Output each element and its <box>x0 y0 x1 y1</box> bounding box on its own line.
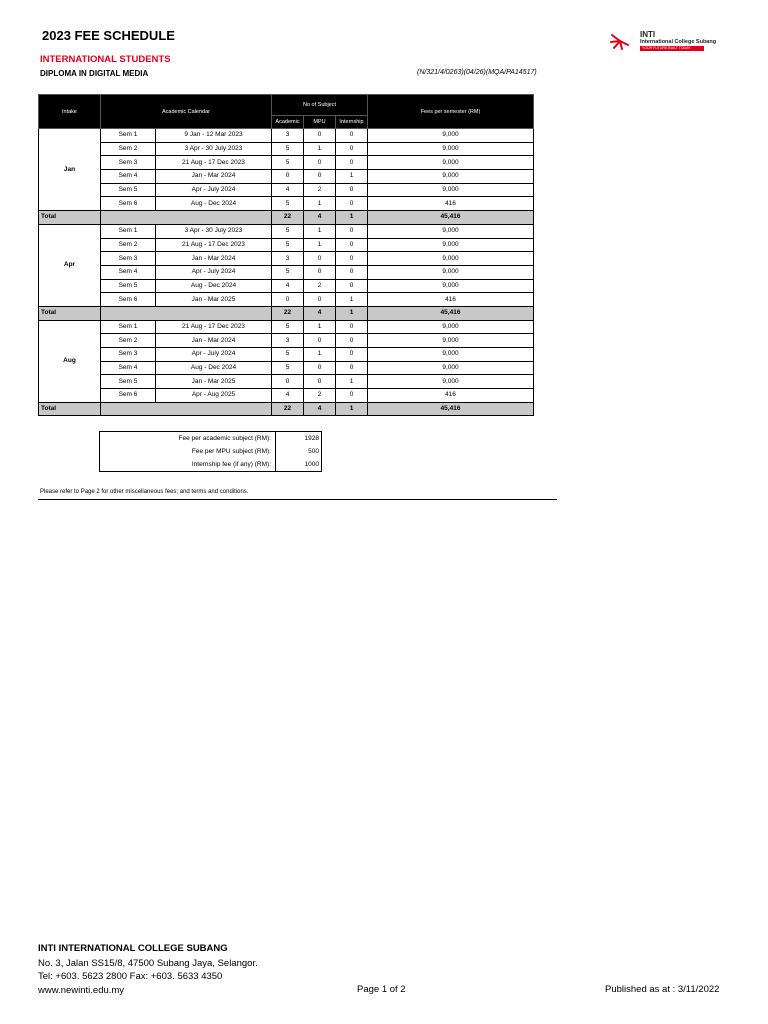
internship-count-cell: 0 <box>336 224 368 238</box>
header-intake: Intake <box>39 95 101 129</box>
academic-count-cell: 5 <box>272 238 304 252</box>
total-internship: 1 <box>336 402 368 416</box>
period-cell: Aug - Dec 2024 <box>156 197 272 211</box>
period-cell: Jan - Mar 2024 <box>156 334 272 348</box>
fee-cell: 9,000 <box>368 183 534 197</box>
rate-value: 1000 <box>276 458 322 472</box>
internship-count-cell: 0 <box>336 265 368 279</box>
table-row <box>39 320 534 334</box>
mpu-count-cell: 1 <box>304 348 336 362</box>
fee-cell: 9,000 <box>368 252 534 266</box>
rate-label: Internship fee (if any) (RM): <box>191 461 271 468</box>
table-row <box>39 183 534 197</box>
internship-count-cell: 0 <box>336 156 368 170</box>
divider <box>38 499 557 500</box>
internship-count-cell: 0 <box>336 361 368 375</box>
logo-tagline: YOUR FUTURE BUILT TODAY <box>640 46 704 51</box>
mpu-count-cell: 0 <box>304 252 336 266</box>
period-cell: Aug - Dec 2024 <box>156 279 272 293</box>
fee-cell: 9,000 <box>368 320 534 334</box>
header-fees: Fees per semester (RM) <box>368 95 534 129</box>
internship-count-cell: 0 <box>336 252 368 266</box>
fee-cell: 9,000 <box>368 224 534 238</box>
academic-count-cell: 5 <box>272 348 304 362</box>
period-cell: Jan - Mar 2024 <box>156 170 272 184</box>
mpu-count-cell: 2 <box>304 389 336 403</box>
fee-cell: 9,000 <box>368 142 534 156</box>
total-spacer <box>101 402 272 416</box>
total-fee: 45,416 <box>368 306 534 320</box>
header-no-of-subject: No of Subject <box>272 95 368 116</box>
footer-phone: Tel: +603. 5623 2800 Fax: +603. 5633 4350 <box>38 971 223 982</box>
table-row <box>39 389 534 403</box>
semester-cell: Sem 2 <box>101 142 156 156</box>
internship-count-cell: 1 <box>336 375 368 389</box>
semester-cell: Sem 3 <box>101 252 156 266</box>
academic-count-cell: 5 <box>272 361 304 375</box>
table-row <box>39 170 534 184</box>
table-row <box>39 142 534 156</box>
rate-value: 500 <box>276 445 322 458</box>
total-label: Total <box>39 306 101 320</box>
rate-value: 1928 <box>276 432 322 446</box>
mpu-count-cell: 0 <box>304 129 336 143</box>
total-row <box>39 306 534 320</box>
fee-cell: 9,000 <box>368 334 534 348</box>
internship-count-cell: 0 <box>336 183 368 197</box>
period-cell: Apr - July 2024 <box>156 348 272 362</box>
period-cell: 21 Aug - 17 Dec 2023 <box>156 320 272 334</box>
intake-cell: Aug <box>39 320 101 402</box>
period-cell: 21 Aug - 17 Dec 2023 <box>156 238 272 252</box>
mpu-count-cell: 1 <box>304 224 336 238</box>
fee-cell: 9,000 <box>368 129 534 143</box>
period-cell: 3 Apr - 30 July 2023 <box>156 224 272 238</box>
table-row <box>39 129 534 143</box>
mpu-count-cell: 0 <box>304 334 336 348</box>
period-cell: Apr - July 2024 <box>156 183 272 197</box>
total-academic: 22 <box>272 211 304 225</box>
academic-count-cell: 3 <box>272 334 304 348</box>
total-row <box>39 211 534 225</box>
inti-logo <box>610 30 730 54</box>
logo-name: INTI <box>640 30 656 39</box>
rates-box <box>99 431 322 472</box>
page-number: Page 1 of 2 <box>357 984 406 995</box>
total-label: Total <box>39 402 101 416</box>
period-cell: Aug - Dec 2024 <box>156 361 272 375</box>
semester-cell: Sem 5 <box>101 279 156 293</box>
total-fee: 45,416 <box>368 402 534 416</box>
total-academic: 22 <box>272 306 304 320</box>
intake-cell: Jan <box>39 129 101 211</box>
semester-cell: Sem 6 <box>101 389 156 403</box>
rate-row <box>100 432 322 446</box>
rate-label: Fee per MPU subject (RM): <box>191 448 271 455</box>
academic-count-cell: 5 <box>272 224 304 238</box>
academic-count-cell: 5 <box>272 265 304 279</box>
academic-count-cell: 3 <box>272 252 304 266</box>
fee-cell: 9,000 <box>368 279 534 293</box>
academic-count-cell: 3 <box>272 129 304 143</box>
fee-cell: 9,000 <box>368 170 534 184</box>
page-title: 2023 FEE SCHEDULE <box>42 28 175 43</box>
period-cell: 3 Apr - 30 July 2023 <box>156 142 272 156</box>
period-cell: Jan - Mar 2025 <box>156 293 272 307</box>
internship-count-cell: 0 <box>336 238 368 252</box>
table-row <box>39 361 534 375</box>
mpu-count-cell: 0 <box>304 293 336 307</box>
total-mpu: 4 <box>304 211 336 225</box>
total-academic: 22 <box>272 402 304 416</box>
program-name: DIPLOMA IN DIGITAL MEDIA <box>40 69 149 78</box>
intake-cell: Apr <box>39 224 101 306</box>
academic-count-cell: 0 <box>272 293 304 307</box>
period-cell: Jan - Mar 2025 <box>156 375 272 389</box>
fee-cell: 416 <box>368 197 534 211</box>
mpu-count-cell: 1 <box>304 197 336 211</box>
internship-count-cell: 1 <box>336 170 368 184</box>
total-internship: 1 <box>336 211 368 225</box>
rate-row <box>100 458 322 472</box>
header-mpu: MPU <box>304 116 336 129</box>
semester-cell: Sem 2 <box>101 238 156 252</box>
fee-cell: 416 <box>368 293 534 307</box>
fee-cell: 9,000 <box>368 361 534 375</box>
semester-cell: Sem 5 <box>101 375 156 389</box>
academic-count-cell: 0 <box>272 375 304 389</box>
period-cell: Jan - Mar 2024 <box>156 252 272 266</box>
semester-cell: Sem 2 <box>101 334 156 348</box>
total-spacer <box>101 211 272 225</box>
academic-count-cell: 4 <box>272 183 304 197</box>
mpu-count-cell: 0 <box>304 375 336 389</box>
semester-cell: Sem 4 <box>101 265 156 279</box>
header-internship: Internship <box>336 116 368 129</box>
semester-cell: Sem 1 <box>101 224 156 238</box>
semester-cell: Sem 3 <box>101 156 156 170</box>
starburst-icon <box>610 32 630 50</box>
internship-count-cell: 1 <box>336 293 368 307</box>
internship-count-cell: 0 <box>336 348 368 362</box>
internship-count-cell: 0 <box>336 142 368 156</box>
mpu-count-cell: 1 <box>304 142 336 156</box>
semester-cell: Sem 4 <box>101 170 156 184</box>
internship-count-cell: 0 <box>336 197 368 211</box>
semester-cell: Sem 3 <box>101 348 156 362</box>
table-row <box>39 156 534 170</box>
total-mpu: 4 <box>304 402 336 416</box>
academic-count-cell: 5 <box>272 142 304 156</box>
table-row <box>39 293 534 307</box>
fee-cell: 416 <box>368 389 534 403</box>
header-academic: Academic <box>272 116 304 129</box>
fee-cell: 9,000 <box>368 156 534 170</box>
period-cell: 9 Jan - 12 Mar 2023 <box>156 129 272 143</box>
fee-cell: 9,000 <box>368 238 534 252</box>
table-row <box>39 348 534 362</box>
fee-cell: 9,000 <box>368 265 534 279</box>
mpu-count-cell: 2 <box>304 183 336 197</box>
published-date: Published as at : 3/11/2022 <box>605 984 720 995</box>
rate-label: Fee per academic subject (RM): <box>178 435 271 442</box>
internship-count-cell: 0 <box>336 334 368 348</box>
academic-count-cell: 4 <box>272 279 304 293</box>
student-category: INTERNATIONAL STUDENTS <box>40 54 171 65</box>
mpu-count-cell: 0 <box>304 156 336 170</box>
academic-count-cell: 5 <box>272 156 304 170</box>
footer-website: www.newinti.edu.my <box>38 985 125 996</box>
table-row <box>39 224 534 238</box>
semester-cell: Sem 5 <box>101 183 156 197</box>
semester-cell: Sem 1 <box>101 320 156 334</box>
table-row <box>39 252 534 266</box>
period-cell: Apr - July 2024 <box>156 265 272 279</box>
table-row <box>39 265 534 279</box>
fee-cell: 9,000 <box>368 375 534 389</box>
table-row <box>39 279 534 293</box>
internship-count-cell: 0 <box>336 320 368 334</box>
semester-cell: Sem 4 <box>101 361 156 375</box>
footer-address: No. 3, Jalan SS15/8, 47500 Subang Jaya, Selangor. <box>38 958 258 969</box>
semester-cell: Sem 6 <box>101 197 156 211</box>
mpu-count-cell: 0 <box>304 361 336 375</box>
academic-count-cell: 0 <box>272 170 304 184</box>
total-fee: 45,416 <box>368 211 534 225</box>
mpu-count-cell: 1 <box>304 320 336 334</box>
rate-row <box>100 445 322 458</box>
semester-cell: Sem 1 <box>101 129 156 143</box>
fee-cell: 9,000 <box>368 348 534 362</box>
period-cell: 21 Aug - 17 Dec 2023 <box>156 156 272 170</box>
period-cell: Apr - Aug 2025 <box>156 389 272 403</box>
total-label: Total <box>39 211 101 225</box>
total-mpu: 4 <box>304 306 336 320</box>
internship-count-cell: 0 <box>336 389 368 403</box>
mpu-count-cell: 0 <box>304 170 336 184</box>
fee-table <box>38 94 534 416</box>
academic-count-cell: 4 <box>272 389 304 403</box>
table-row <box>39 334 534 348</box>
footer-college-name: INTI INTERNATIONAL COLLEGE SUBANG <box>38 943 228 954</box>
total-spacer <box>101 306 272 320</box>
program-code: (N/321/4/0263)(04/26)(MQA/PA14517) <box>417 69 537 76</box>
internship-count-cell: 0 <box>336 129 368 143</box>
total-internship: 1 <box>336 306 368 320</box>
internship-count-cell: 0 <box>336 279 368 293</box>
mpu-count-cell: 0 <box>304 265 336 279</box>
semester-cell: Sem 6 <box>101 293 156 307</box>
header-academic-calendar: Academic Calendar <box>101 95 272 129</box>
total-row <box>39 402 534 416</box>
footnote: Please refer to Page 2 for other miscellaneous fees; and terms and conditions. <box>40 489 249 495</box>
academic-count-cell: 5 <box>272 320 304 334</box>
mpu-count-cell: 1 <box>304 238 336 252</box>
mpu-count-cell: 2 <box>304 279 336 293</box>
table-row <box>39 197 534 211</box>
table-row <box>39 238 534 252</box>
logo-campus: International College Subang <box>640 39 717 45</box>
table-row <box>39 375 534 389</box>
academic-count-cell: 5 <box>272 197 304 211</box>
